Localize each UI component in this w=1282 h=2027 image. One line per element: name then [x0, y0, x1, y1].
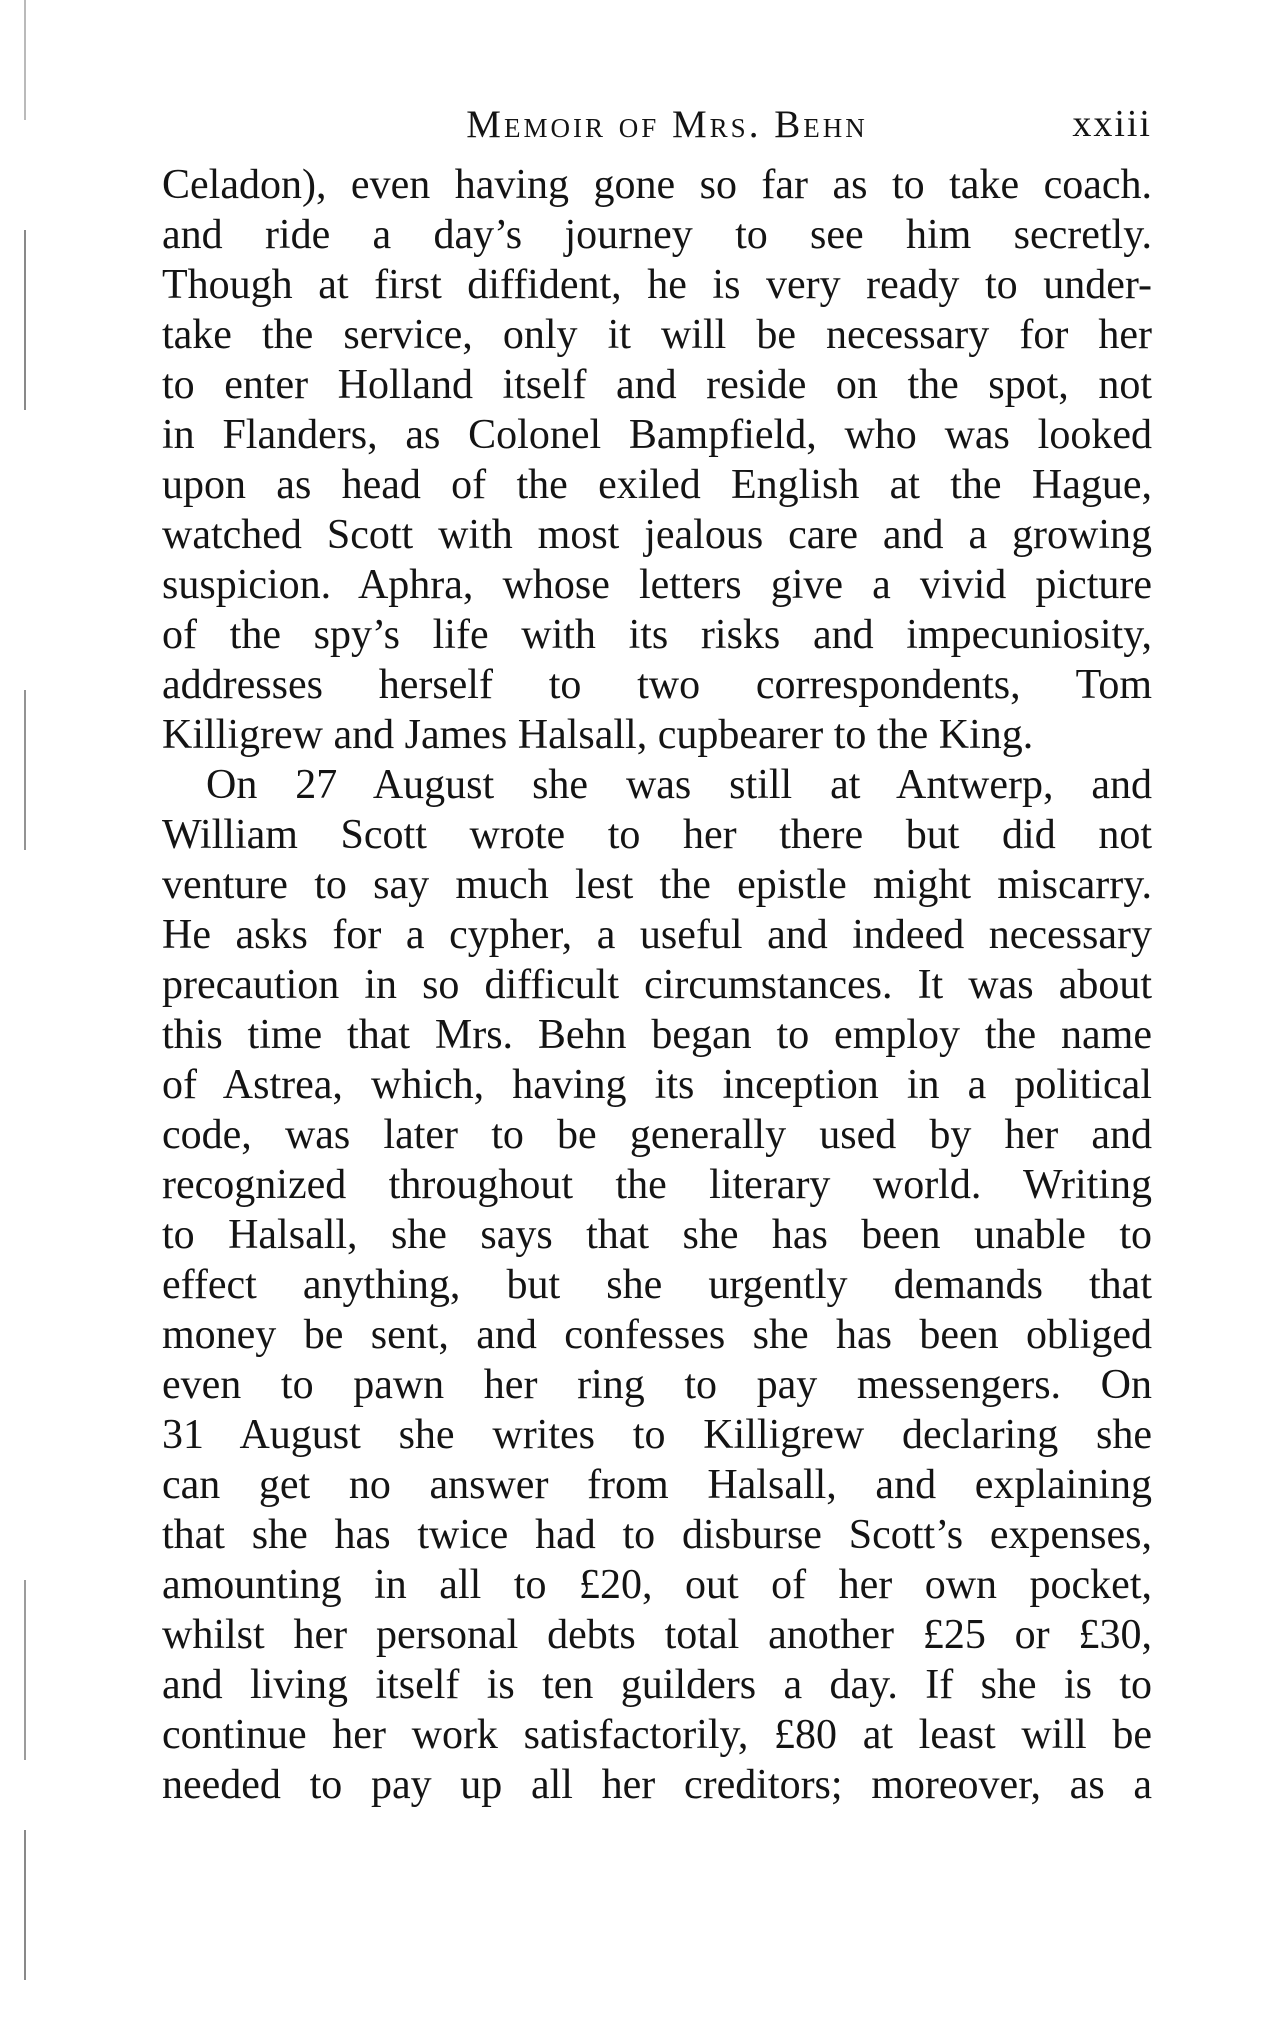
running-title: Memoir of Mrs. Behn	[466, 103, 868, 146]
text-line: watched Scott with most jealous care and a growing	[162, 512, 1152, 558]
text-line: suspicion. Aphra, whose letters give a vivid picture	[162, 562, 1152, 608]
text-line: Killigrew and James Halsall, cupbearer to the King.	[162, 712, 1034, 758]
text-line: code, was later to be generally used by her and	[162, 1112, 1152, 1158]
text-line: continue her work satisfactorily, £80 at least will be	[162, 1712, 1152, 1758]
page-number: xxiii	[1072, 103, 1152, 145]
text-line: effect anything, but she urgently demands that	[162, 1262, 1152, 1308]
text-line: to enter Holland itself and reside on the spot, not	[162, 362, 1152, 408]
text-line: to Halsall, she says that she has been unable to	[162, 1212, 1152, 1258]
margin-artifact	[24, 230, 26, 410]
text-line: On 27 August she was still at Antwerp, and	[206, 762, 1152, 808]
text-line: addresses herself to two correspondents, Tom	[162, 662, 1152, 708]
text-line: upon as head of the exiled English at the Hague,	[162, 462, 1152, 508]
margin-artifact	[24, 1580, 26, 1760]
text-line: Though at first diffident, he is very ready to under-	[162, 262, 1152, 308]
text-line: even to pawn her ring to pay messengers. On	[162, 1362, 1152, 1408]
text-line: He asks for a cypher, a useful and indeed necessary	[162, 912, 1152, 958]
margin-artifact	[24, 1830, 26, 1980]
margin-artifact	[24, 0, 26, 120]
text-line: amounting in all to £20, out of her own pocket,	[162, 1562, 1152, 1608]
text-line: take the service, only it will be necessary for her	[162, 312, 1152, 358]
text-line: 31 August she writes to Killigrew declaring she	[162, 1412, 1152, 1458]
text-line: whilst her personal debts total another £25 or £30,	[162, 1612, 1152, 1658]
text-line: venture to say much lest the epistle might miscarry.	[162, 862, 1152, 908]
text-line: and living itself is ten guilders a day. If she is to	[162, 1662, 1152, 1708]
text-line: William Scott wrote to her there but did not	[162, 812, 1152, 858]
running-head	[162, 102, 1152, 152]
text-line: of Astrea, which, having its inception in a political	[162, 1062, 1152, 1108]
text-line: can get no answer from Halsall, and explaining	[162, 1462, 1152, 1508]
text-line: Celadon), even having gone so far as to take coach.	[162, 162, 1152, 208]
text-line: and ride a day’s journey to see him secretly.	[162, 212, 1152, 258]
text-line: in Flanders, as Colonel Bampfield, who was looked	[162, 412, 1152, 458]
margin-artifact	[24, 690, 26, 850]
text-line: recognized throughout the literary world. Writing	[162, 1162, 1152, 1208]
text-line: that she has twice had to disburse Scott’s expenses,	[162, 1512, 1152, 1558]
text-line: this time that Mrs. Behn began to employ the name	[162, 1012, 1152, 1058]
text-line: precaution in so difficult circumstances. It was about	[162, 962, 1152, 1008]
body-text	[162, 160, 1152, 1810]
text-line: money be sent, and confesses she has been obliged	[162, 1312, 1152, 1358]
text-line: of the spy’s life with its risks and impecuniosity,	[162, 612, 1152, 658]
text-line: needed to pay up all her creditors; moreover, as a	[162, 1762, 1152, 1808]
